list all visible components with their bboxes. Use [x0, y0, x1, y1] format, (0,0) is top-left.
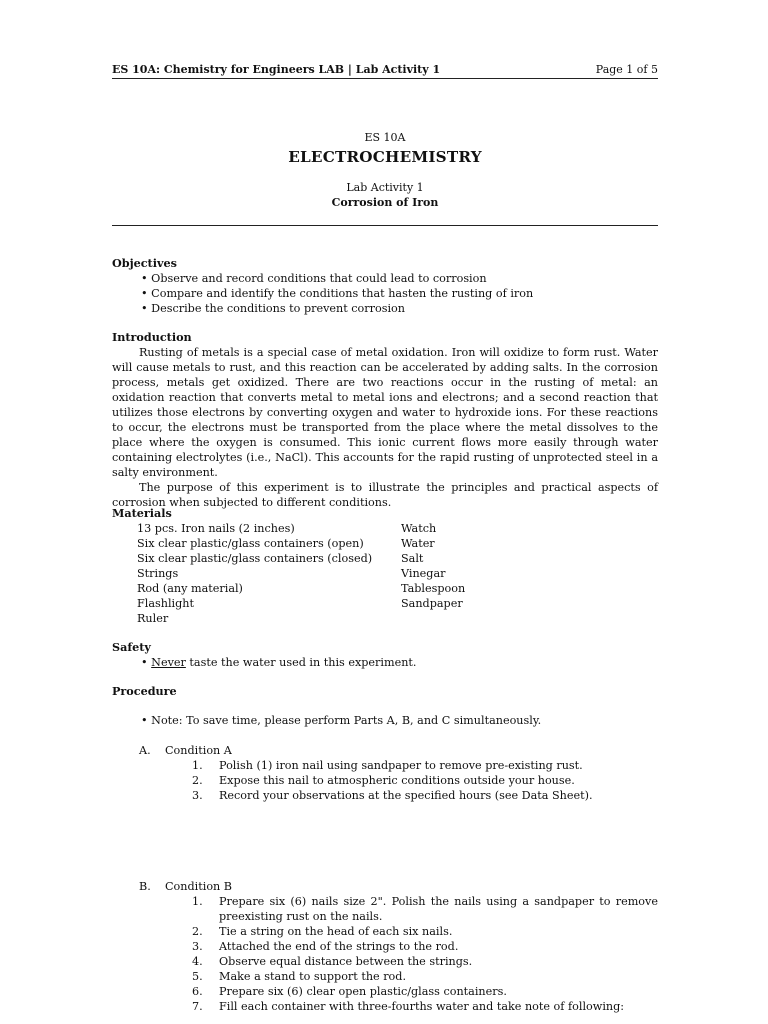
condition-heading — [112, 879, 658, 894]
safety-text: taste the water used in this experiment. — [185, 656, 417, 669]
step-number: 2. — [192, 925, 203, 938]
procedure-step — [112, 773, 658, 788]
materials-heading: Materials — [112, 506, 172, 520]
introduction-paragraph: Rusting of metals is a special case of metal oxidation. Iron will oxidize to form rust. Water will cause metals to rust, and this reaction can be accelerated by adding salts. In the corrosion process, metals get oxidized. There are two reactions occur in the rusting of metal: an oxidation reaction that converts metal to metal ions and electrons; and a second reaction that utilizes those electrons by converting oxygen and water to hydroxide ions. For these reactions to occur, the electrons must be transported from the place where the metal dissolves to the place where the oxygen is consumed. This ionic current flows more easily through water containing electrolytes (i.e., NaCl). This accounts for the rapid rusting of unprotected steel in a salty environment. — [112, 346, 658, 479]
course-code: ES 10A — [364, 131, 406, 144]
material-item: Flashlight — [137, 597, 194, 610]
procedure-step — [112, 924, 658, 939]
procedure-step — [112, 939, 658, 954]
materials-row — [137, 581, 658, 596]
step-number: 6. — [192, 985, 203, 998]
condition-letter: B. — [139, 880, 151, 893]
condition-label: Condition A — [165, 744, 232, 757]
note-text: • Note: To save time, please perform Parts A, B, and C simultaneously. — [141, 714, 542, 727]
material-item: Six clear plastic/glass containers (closed) — [137, 552, 373, 565]
introduction-heading: Introduction — [112, 330, 192, 344]
procedure-step — [112, 954, 658, 969]
material-item: Vinegar — [401, 567, 446, 580]
step-text: Prepare six (6) nails size 2". Polish the nails using a sandpaper to remove preexisting rust on the nails. — [219, 895, 658, 923]
objective-item: • Describe the conditions to prevent corrosion — [141, 302, 405, 315]
procedure-note — [112, 713, 658, 728]
step-text: Expose this nail to atmospheric conditions outside your house. — [219, 774, 575, 787]
step-number: 5. — [192, 970, 203, 983]
materials-section — [112, 506, 658, 626]
title-divider — [112, 225, 658, 226]
materials-row — [137, 566, 658, 581]
materials-row — [137, 521, 658, 536]
material-item: Watch — [401, 522, 437, 535]
step-number: 3. — [192, 789, 203, 802]
introduction-section — [112, 330, 658, 510]
materials-row — [137, 611, 658, 626]
step-text: Prepare six (6) clear open plastic/glass containers. — [219, 985, 507, 998]
safety-heading: Safety — [112, 640, 151, 654]
step-text: Polish (1) iron nail using sandpaper to remove pre-existing rust. — [219, 759, 583, 772]
procedure-heading: Procedure — [112, 684, 177, 698]
step-number: 7. — [192, 1000, 203, 1013]
material-item: Six clear plastic/glass containers (open) — [137, 537, 364, 550]
material-item: Water — [401, 537, 435, 550]
material-item: Rod (any material) — [137, 582, 243, 595]
procedure-step — [112, 969, 658, 984]
step-number: 3. — [192, 940, 203, 953]
step-number: 4. — [192, 955, 203, 968]
procedure-step — [112, 999, 658, 1014]
procedure-section — [112, 684, 658, 699]
procedure-step — [112, 984, 658, 999]
condition-label: Condition B — [165, 880, 233, 893]
objectives-section — [112, 256, 658, 316]
page-number: Page 1 of 5 — [595, 63, 658, 76]
condition-letter: A. — [139, 744, 151, 757]
step-number: 2. — [192, 774, 203, 787]
safety-section — [112, 640, 658, 670]
step-text: Observe equal distance between the strings. — [219, 955, 473, 968]
procedure-step — [112, 758, 658, 773]
lab-activity-subtitle: Corrosion of Iron — [331, 196, 439, 209]
condition-b — [112, 879, 658, 1014]
condition-heading — [112, 743, 658, 758]
step-text: Record your observations at the specified hours (see Data Sheet). — [219, 789, 593, 802]
materials-row — [137, 596, 658, 611]
procedure-step — [112, 894, 658, 924]
step-number: 1. — [192, 759, 203, 772]
safety-bullet: • — [141, 656, 152, 669]
step-text: Tie a string on the head of each six nails. — [219, 925, 453, 938]
purpose-paragraph: The purpose of this experiment is to illustrate the principles and practical aspects of corrosion when subjected to different conditions. — [112, 481, 658, 509]
material-item: Sandpaper — [401, 597, 463, 610]
objectives-heading: Objectives — [112, 256, 177, 270]
objective-item: • Observe and record conditions that could lead to corrosion — [141, 272, 487, 285]
materials-row — [137, 551, 658, 566]
header-title: ES 10A: Chemistry for Engineers LAB | Lab Activity 1 — [112, 63, 441, 76]
step-text: Attached the end of the strings to the rod. — [219, 940, 459, 953]
materials-row — [137, 536, 658, 551]
safety-item — [112, 655, 658, 670]
page-header — [112, 62, 658, 79]
condition-a — [112, 743, 658, 803]
material-item: Ruler — [137, 612, 169, 625]
material-item: 13 pcs. Iron nails (2 inches) — [137, 522, 295, 535]
document-title: ELECTROCHEMISTRY — [288, 148, 482, 166]
material-item: Salt — [401, 552, 424, 565]
material-item: Tablespoon — [401, 582, 466, 595]
lab-activity-label: Lab Activity 1 — [346, 181, 424, 194]
step-number: 1. — [192, 895, 203, 908]
objective-item: • Compare and identify the conditions that hasten the rusting of iron — [141, 287, 534, 300]
procedure-step — [112, 788, 658, 803]
materials-table — [137, 521, 658, 626]
document-page — [112, 0, 658, 1013]
safety-emphasis: Never — [151, 656, 186, 669]
title-block — [112, 130, 658, 210]
step-text: Make a stand to support the rod. — [219, 970, 407, 983]
step-text: Fill each container with three-fourths water and take note of following: — [219, 1000, 625, 1013]
material-item: Strings — [137, 567, 179, 580]
